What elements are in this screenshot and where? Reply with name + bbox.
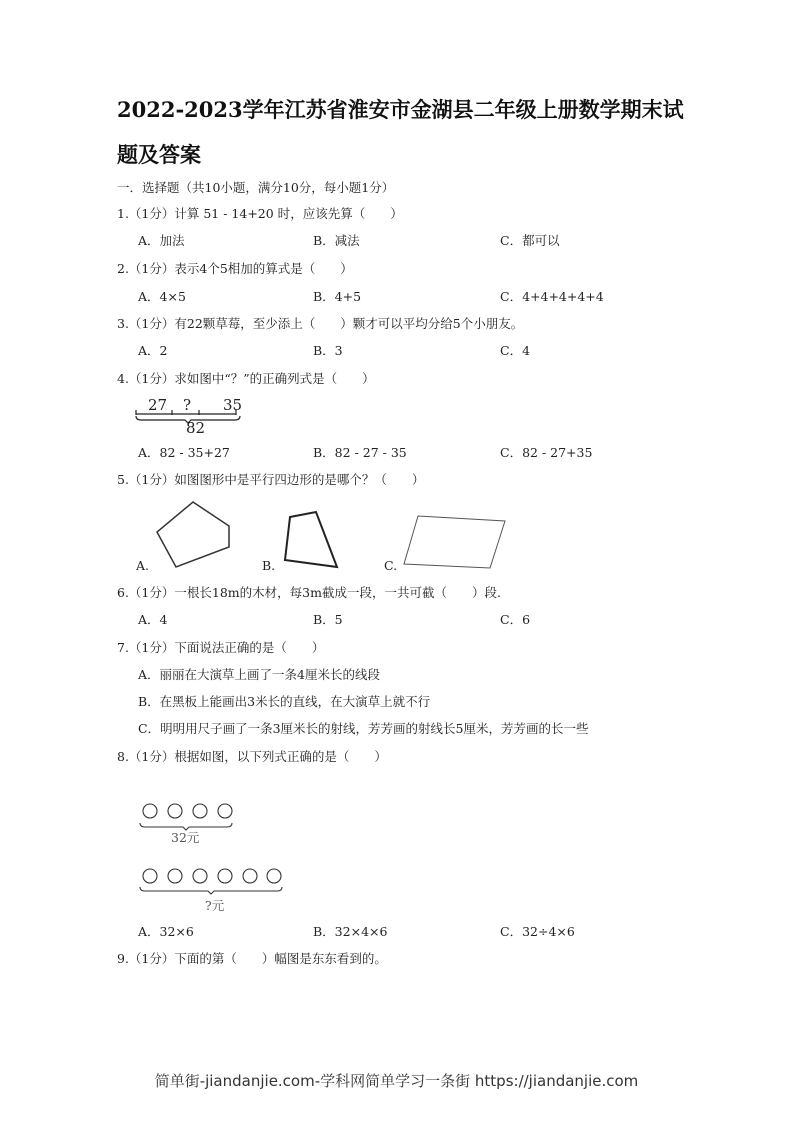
q1-option-b: B．减法 (313, 233, 360, 248)
q8-option-c: C．32÷4×6 (500, 924, 575, 939)
question-2: 2.（1分）表示4个5相加的算式是（ ） (117, 261, 353, 276)
q2-option-a: A．4×5 (138, 289, 186, 304)
q3-option-c: C．4 (500, 343, 531, 358)
q4-part-3: 35 (223, 396, 243, 414)
question-5: 5.（1分）如图图形中是平行四边形的是哪个？（ ） (117, 472, 425, 487)
q5-option-b: B. (262, 558, 276, 573)
q5-option-c: C. (384, 558, 398, 573)
q8-label-2: ?元 (205, 898, 225, 913)
question-4: 4.（1分）求如图中“？”的正确列式是（ ） (117, 371, 375, 386)
q4-part-1: 27 (148, 396, 168, 414)
document-title-line1: 2022-2023学年江苏省淮安市金湖县二年级上册数学期末试 (117, 97, 684, 122)
document-title-line2: 题及答案 (117, 142, 201, 167)
q8-option-a: A．32×6 (138, 924, 194, 939)
q7-option-a: A．丽丽在大演草上画了一条4厘米长的线段 (138, 667, 380, 682)
q8-coins-row-1 (140, 804, 232, 830)
q8-coins-row-2 (140, 869, 282, 894)
q6-option-c: C．6 (500, 612, 531, 627)
q4-option-b: B．82 - 27 - 35 (313, 445, 407, 460)
question-9: 9.（1分）下面的第（ ）幅图是东东看到的。 (117, 951, 387, 966)
q4-part-2: ? (183, 396, 192, 414)
q2-option-b: B．4+5 (313, 289, 362, 304)
q4-option-a: A．82 - 35+27 (138, 445, 230, 460)
q8-option-b: B．32×4×6 (313, 924, 388, 939)
q5-shape-c-parallelogram (404, 516, 505, 568)
q1-option-c: C．都可以 (500, 233, 560, 248)
q8-label-1: 32元 (171, 830, 200, 845)
q3-option-a: A．2 (138, 343, 168, 358)
q5-shape-b-quadrilateral (285, 512, 337, 567)
question-8: 8.（1分）根据如图，以下列式正确的是（ ） (117, 749, 387, 764)
q6-option-a: A．4 (138, 612, 168, 627)
q2-option-c: C．4+4+4+4+4 (500, 289, 604, 304)
q1-option-a: A．加法 (138, 233, 185, 248)
q3-option-b: B．3 (313, 343, 343, 358)
q4-brace-figure (136, 410, 240, 423)
question-6: 6.（1分）一根长18m的木材，每3m截成一段，一共可截（ ）段. (117, 585, 501, 600)
q5-option-a: A. (136, 558, 150, 573)
q7-option-c: C．明明用尺子画了一条3厘米长的射线，芳芳画的射线长5厘米，芳芳画的长一些 (138, 721, 589, 736)
q5-shape-a-pentagon (157, 502, 229, 567)
q6-option-b: B．5 (313, 612, 343, 627)
q4-total: 82 (186, 419, 206, 437)
question-1: 1.（1分）计算 51 - 14+20 时，应该先算（ ） (117, 206, 403, 221)
q7-option-b: B．在黑板上能画出3米长的直线，在大演草上就不行 (138, 694, 431, 709)
page-footer: 简单街-jiandanjie.com-学科网简单学习一条街 https://jiandanjie.com (154, 1072, 639, 1090)
q4-option-c: C．82 - 27+35 (500, 445, 593, 460)
question-7: 7.（1分）下面说法正确的是（ ） (117, 640, 325, 655)
question-3: 3.（1分）有22颗草莓，至少添上（ ）颗才可以平均分给5个小朋友。 (117, 316, 524, 331)
section-heading: 一．选择题（共10小题，满分10分，每小题1分） (117, 180, 395, 195)
